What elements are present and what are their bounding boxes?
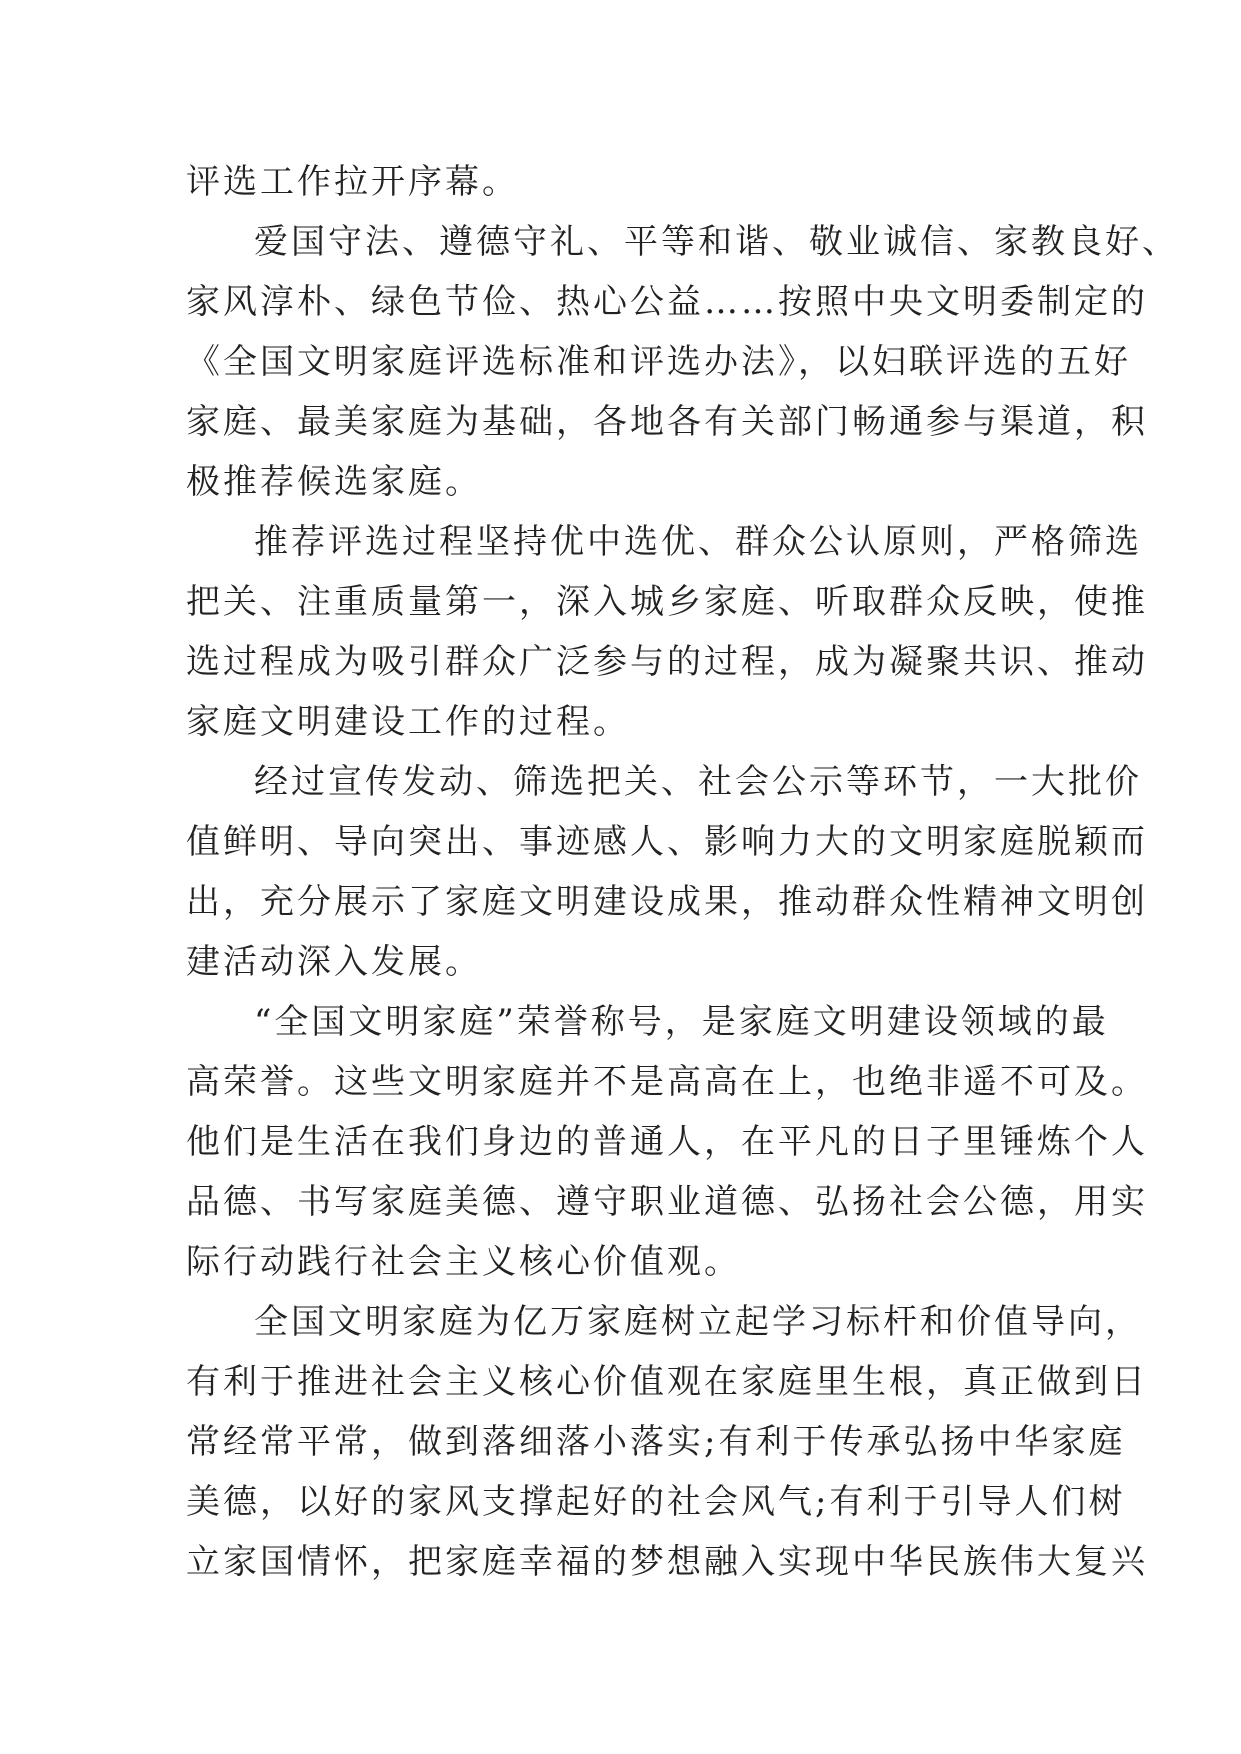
text-line: 际行动践行社会主义核心价值观。	[186, 1242, 741, 1282]
paragraph-first-line: 全国文明家庭为亿万家庭树立起学习标杆和价值导向，	[254, 1302, 1142, 1342]
text-line: 美德，以好的家风支撑起好的社会风气;有利于引导人们树	[186, 1482, 1126, 1522]
paragraph-first-line: “全国文明家庭”荣誉称号，是家庭文明建设领域的最	[254, 1002, 1109, 1042]
text-line: 把关、注重质量第一，深入城乡家庭、听取群众反映，使推	[186, 582, 1148, 622]
text-line: 品德、书写家庭美德、遵守职业道德、弘扬社会公德，用实	[186, 1182, 1148, 1222]
text-line: 家庭、最美家庭为基础，各地各有关部门畅通参与渠道，积	[186, 402, 1148, 442]
text-line: 常经常平常，做到落细落小落实;有利于传承弘扬中华家庭	[186, 1422, 1126, 1462]
text-line: 出，充分展示了家庭文明建设成果，推动群众性精神文明创	[186, 882, 1148, 922]
text-line: 极推荐候选家庭。	[186, 462, 482, 502]
text-line: 他们是生活在我们身边的普通人，在平凡的日子里锤炼个人	[186, 1122, 1148, 1162]
paragraph-first-line: 爱国守法、遵德守礼、平等和谐、敬业诚信、家教良好、	[254, 222, 1179, 262]
text-line: 立家国情怀，把家庭幸福的梦想融入实现中华民族伟大复兴	[186, 1542, 1148, 1582]
text-line: 家庭文明建设工作的过程。	[186, 702, 630, 742]
text-line: 有利于推进社会主义核心价值观在家庭里生根，真正做到日	[186, 1362, 1148, 1402]
text-line: 《全国文明家庭评选标准和评选办法》，以妇联评选的五好	[186, 342, 1131, 382]
text-line: 高荣誉。这些文明家庭并不是高高在上，也绝非遥不可及。	[186, 1062, 1148, 1102]
paragraph-first-line: 经过宣传发动、筛选把关、社会公示等环节，一大批价	[254, 762, 1142, 802]
text-line: 评选工作拉开序幕。	[186, 162, 519, 202]
text-line: 值鲜明、导向突出、事迹感人、影响力大的文明家庭脱颖而	[186, 822, 1148, 862]
paragraph-first-line: 推荐评选过程坚持优中选优、群众公认原则，严格筛选	[254, 522, 1142, 562]
text-line: 家风淳朴、绿色节俭、热心公益……按照中央文明委制定的	[186, 282, 1148, 322]
document-body	[186, 152, 1179, 1592]
text-line: 建活动深入发展。	[186, 942, 482, 982]
text-line: 选过程成为吸引群众广泛参与的过程，成为凝聚共识、推动	[186, 642, 1148, 682]
